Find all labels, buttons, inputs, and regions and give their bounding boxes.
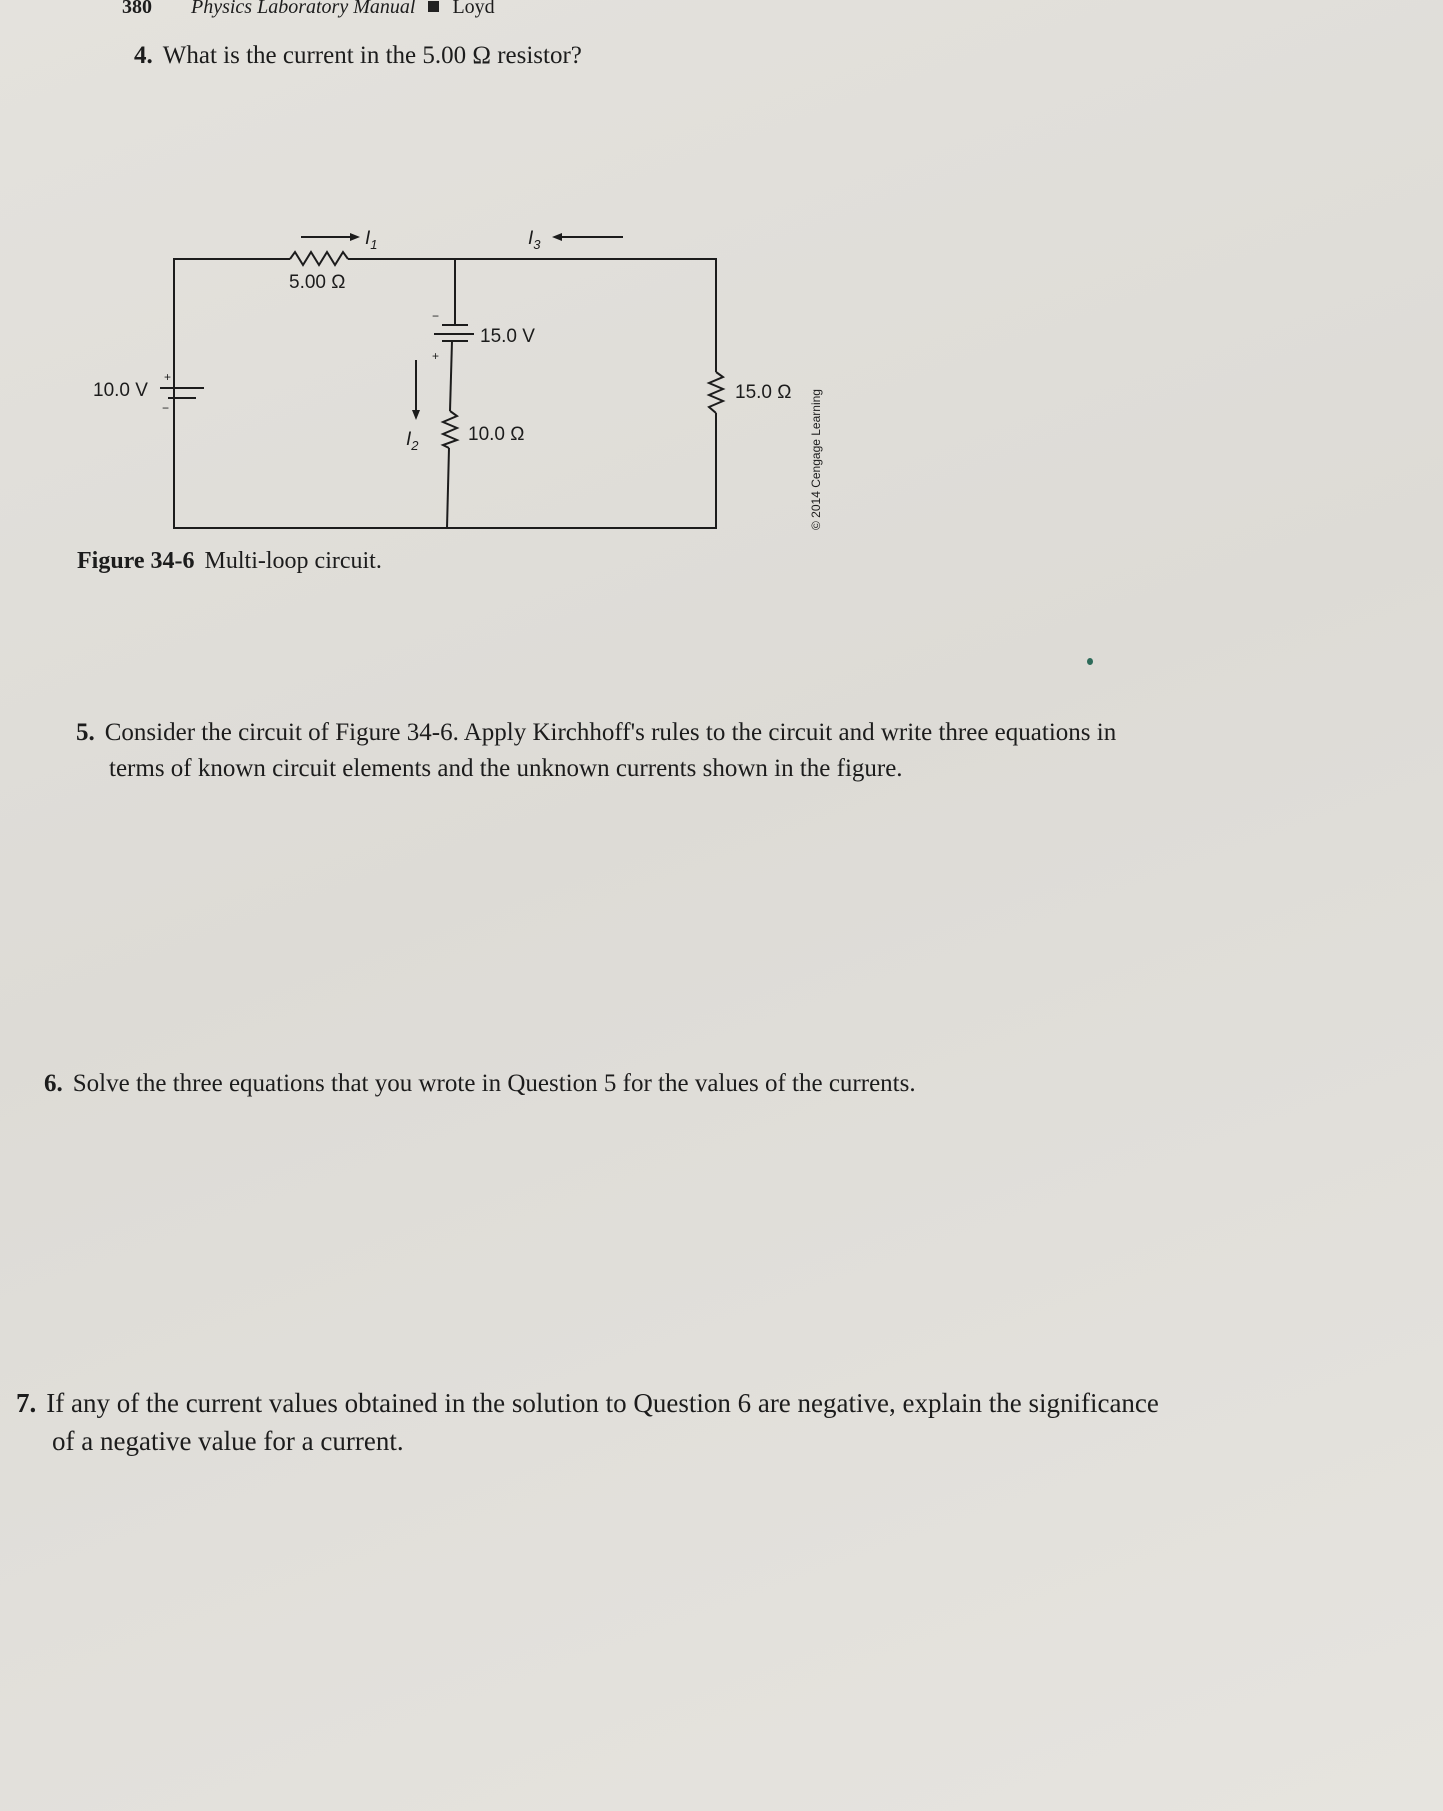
page-number: 380 bbox=[122, 0, 152, 18]
question-number: 6. bbox=[44, 1070, 63, 1097]
current-3-label: $I_3$ bbox=[528, 228, 541, 252]
wire-middle-bottom bbox=[447, 448, 449, 528]
question-text-line-2: of a negative value for a current. bbox=[52, 1426, 404, 1456]
question-text: Solve the three equations that you wrote in Question 5 for the values of the currents. bbox=[72, 1070, 916, 1097]
circuit-diagram bbox=[0, 0, 1443, 620]
wire-top-left bbox=[174, 259, 290, 441]
question-number: 7. bbox=[16, 1388, 37, 1418]
question-text-line-1: If any of the current values obtained in the solution to Question 6 are negative, explain the significance bbox=[46, 1388, 1159, 1418]
question-5 bbox=[76, 715, 1116, 787]
copyright-notice: © 2014 Cengage Learning bbox=[809, 389, 823, 530]
resistor-10-ohm-label: 10.0 Ω bbox=[468, 424, 525, 445]
book-title: Physics Laboratory Manual bbox=[191, 0, 416, 18]
resistor-5-ohm-label: 5.00 Ω bbox=[289, 272, 346, 293]
question-number: 4. bbox=[134, 42, 153, 69]
battery-15v-minus-sign: − bbox=[432, 309, 440, 323]
figure-caption bbox=[77, 548, 382, 575]
question-text: What is the current in the 5.00 Ω resistor? bbox=[162, 42, 582, 69]
question-text-line-1: Consider the circuit of Figure 34-6. Apply Kirchhoff's rules to the circuit and write three equations in bbox=[104, 719, 1117, 746]
battery-15v-plus-sign: + bbox=[432, 349, 440, 363]
battery-10v-label: 10.0 V bbox=[93, 380, 148, 401]
question-7 bbox=[16, 1384, 1159, 1460]
resistor-10-ohm-icon bbox=[443, 411, 457, 448]
current-1-arrowhead-icon bbox=[350, 233, 360, 241]
current-1-label: $I_1$ bbox=[365, 228, 378, 252]
wire-top-mid bbox=[348, 259, 716, 372]
battery-15v-label: 15.0 V bbox=[480, 326, 535, 347]
resistor-15-ohm-label: 15.0 Ω bbox=[735, 382, 792, 403]
question-text-line-2: terms of known circuit elements and the unknown currents shown in the figure. bbox=[109, 755, 903, 782]
question-6 bbox=[44, 1066, 916, 1102]
current-2-label: $I_2$ bbox=[406, 429, 419, 453]
ink-dot bbox=[1087, 658, 1093, 665]
battery-10v-minus-sign: − bbox=[162, 401, 170, 415]
question-number: 5. bbox=[76, 719, 95, 746]
battery-10v-plus-sign: + bbox=[164, 370, 172, 384]
current-3-arrowhead-icon bbox=[552, 233, 562, 241]
resistor-5-ohm-icon bbox=[290, 252, 348, 265]
figure-caption-text: Multi-loop circuit. bbox=[204, 548, 382, 574]
author-name: Loyd bbox=[452, 0, 495, 18]
wire-middle-mid bbox=[450, 341, 452, 411]
resistor-15-ohm-icon bbox=[709, 372, 723, 413]
figure-number: Figure 34-6 bbox=[77, 548, 195, 574]
current-2-arrowhead-icon bbox=[412, 410, 420, 420]
